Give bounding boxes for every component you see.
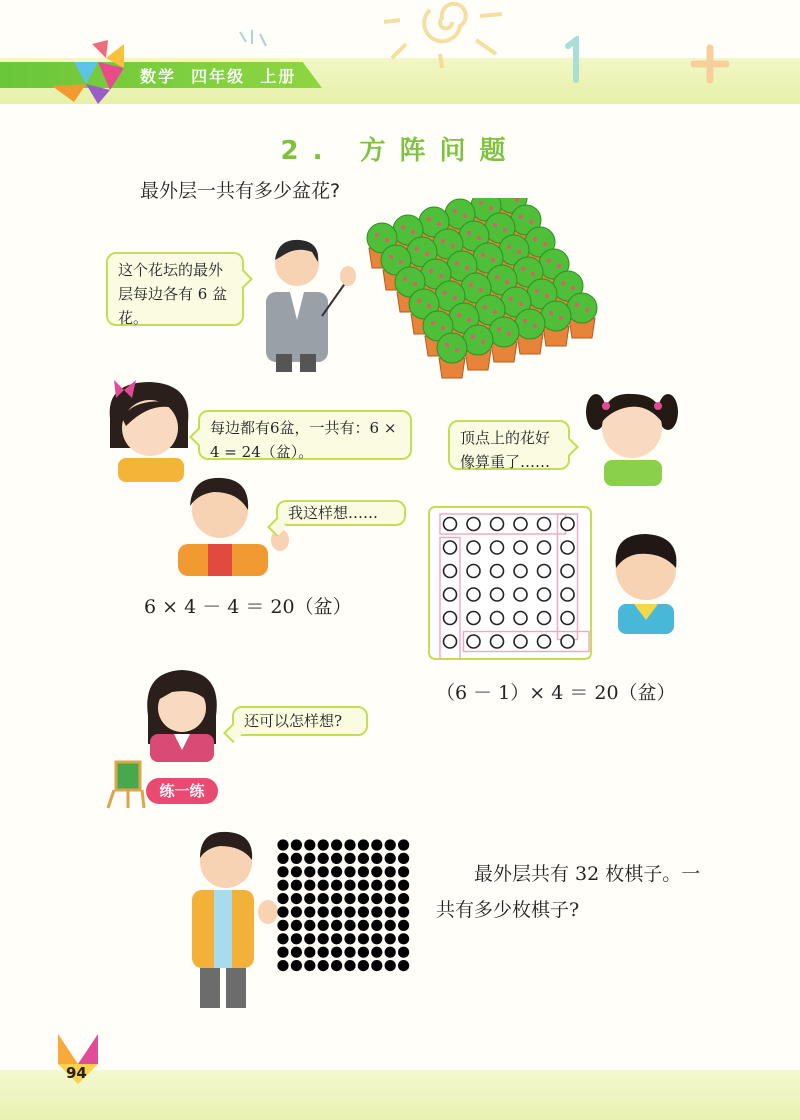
grid-circle [538, 588, 551, 601]
chess-piece-dot [344, 893, 355, 904]
circle-grid-diagram [428, 506, 592, 660]
chess-piece-dot [371, 866, 382, 877]
chess-piece-dot [358, 920, 369, 931]
chess-piece-dot [331, 839, 342, 850]
flower-pot [463, 325, 493, 370]
dot-grid-diagram [276, 838, 412, 974]
grid-circle [491, 635, 504, 648]
chess-piece-dot [291, 920, 302, 931]
chess-piece-dot [291, 853, 302, 864]
chess-piece-dot [358, 853, 369, 864]
chess-piece-dot [358, 880, 369, 891]
chess-piece-dot [304, 880, 315, 891]
teacher-illustration [252, 236, 362, 372]
grid-circle [444, 518, 457, 531]
chess-piece-dot [398, 920, 409, 931]
chess-piece-dot [277, 960, 288, 971]
chess-piece-dot [277, 880, 288, 891]
chess-piece-dot [385, 920, 396, 931]
grid-circle [538, 541, 551, 554]
woman-speech-bubble: 还可以怎样想? [232, 706, 368, 736]
chess-piece-dot [291, 839, 302, 850]
grid-circle [538, 518, 551, 531]
grid-circle [561, 588, 574, 601]
equation-one: 6 × 4 － 4 ＝ 20（盆） [144, 596, 352, 618]
chess-piece-dot [331, 920, 342, 931]
chess-piece-dot [277, 853, 288, 864]
chess-piece-dot [398, 947, 409, 958]
chess-piece-dot [318, 893, 329, 904]
chess-piece-dot [304, 866, 315, 877]
chess-piece-dot [304, 893, 315, 904]
chess-piece-dot [318, 866, 329, 877]
girl1-speech-bubble: 每边都有6盆，一共有：6 × 4 = 24（盆）。 [198, 410, 412, 460]
footer-band [0, 1070, 800, 1120]
chess-piece-dot [385, 839, 396, 850]
chess-piece-dot [358, 960, 369, 971]
chess-piece-dot [291, 933, 302, 944]
chess-piece-dot [371, 853, 382, 864]
girl-with-pigtails-illustration [584, 382, 680, 486]
chess-piece-dot [358, 839, 369, 850]
chess-piece-dot [304, 933, 315, 944]
chess-piece-dot [371, 947, 382, 958]
grid-circle [561, 541, 574, 554]
plus-decoration-icon [690, 44, 730, 84]
chess-piece-dot [277, 920, 288, 931]
grid-circle [514, 565, 527, 578]
chess-piece-dot [318, 920, 329, 931]
girl2-speech-bubble: 顶点上的花好像算重了…… [448, 420, 570, 470]
boy-thinking-illustration [604, 524, 686, 634]
chess-piece-dot [385, 933, 396, 944]
chess-piece-dot [398, 853, 409, 864]
chess-piece-dot [358, 906, 369, 917]
flower-pot [489, 317, 519, 362]
grid-circle [491, 612, 504, 625]
grid-circle [444, 612, 457, 625]
grid-circle [514, 635, 527, 648]
chess-piece-dot [344, 853, 355, 864]
chess-piece-dot [304, 839, 315, 850]
header-title: 数学 四年级 上册 [140, 67, 297, 86]
tangram-logo-icon [44, 40, 134, 106]
chess-piece-dot [331, 960, 342, 971]
number-one-decoration-icon [560, 36, 590, 86]
chess-piece-dot [385, 947, 396, 958]
chess-piece-dot [385, 893, 396, 904]
grid-circle [467, 518, 480, 531]
chess-piece-dot [318, 960, 329, 971]
chess-piece-dot [385, 880, 396, 891]
easel-icon [104, 758, 146, 810]
grid-circle [467, 635, 480, 648]
page-number: 94 [66, 1064, 87, 1082]
flower-pot [567, 293, 597, 338]
woman-teacher-illustration [142, 664, 222, 762]
chess-piece-dot [385, 960, 396, 971]
chess-piece-dot [331, 880, 342, 891]
chess-piece-dot [344, 880, 355, 891]
chess-piece-dot [304, 853, 315, 864]
grid-circle [444, 565, 457, 578]
chess-piece-dot [371, 906, 382, 917]
chess-piece-dot [291, 880, 302, 891]
chess-piece-dot [331, 853, 342, 864]
chess-piece-dot [344, 866, 355, 877]
chess-piece-dot [398, 893, 409, 904]
grid-circle [561, 565, 574, 578]
grid-circle [491, 588, 504, 601]
chess-piece-dot [344, 947, 355, 958]
chess-piece-dot [398, 933, 409, 944]
chess-piece-dot [291, 866, 302, 877]
chess-piece-dot [291, 893, 302, 904]
grid-circle [444, 635, 457, 648]
chess-piece-dot [304, 960, 315, 971]
chess-piece-dot [344, 960, 355, 971]
chess-piece-dot [277, 893, 288, 904]
chess-piece-dot [304, 947, 315, 958]
chess-piece-dot [385, 906, 396, 917]
chess-piece-dot [371, 839, 382, 850]
practice-label: 练一练 [146, 778, 218, 804]
chess-piece-dot [318, 947, 329, 958]
chess-piece-dot [358, 893, 369, 904]
page-title: 2. 方阵问题 [280, 136, 520, 166]
chess-piece-dot [398, 880, 409, 891]
grid-circle [491, 565, 504, 578]
grid-circle [467, 612, 480, 625]
grid-circle [538, 565, 551, 578]
boy-presenting-illustration [186, 824, 286, 1010]
grid-circle [561, 635, 574, 648]
grid-circle [538, 612, 551, 625]
exercise-text: 最外层共有 32 枚棋子。一共有多少枚棋子? [436, 863, 701, 921]
grid-circle [561, 612, 574, 625]
chess-piece-dot [291, 947, 302, 958]
chess-piece-dot [291, 906, 302, 917]
chess-piece-dot [331, 947, 342, 958]
chess-piece-dot [318, 906, 329, 917]
chess-piece-dot [371, 933, 382, 944]
chess-piece-dot [398, 866, 409, 877]
teacher-speech-bubble: 这个花坛的最外层每边各有 6 盆花。 [106, 252, 244, 326]
chess-piece-dot [371, 893, 382, 904]
grid-circle [444, 588, 457, 601]
flower-pot [437, 333, 467, 378]
grid-circle [467, 565, 480, 578]
flower-pot-array-illustration [352, 198, 612, 388]
boy1-speech-bubble: 我这样想…… [276, 500, 406, 526]
chess-piece-dot [277, 933, 288, 944]
chess-piece-dot [318, 933, 329, 944]
chess-piece-dot [318, 880, 329, 891]
sparkle-decoration-icon [236, 28, 276, 58]
chess-piece-dot [398, 960, 409, 971]
grid-circle [561, 518, 574, 531]
chess-piece-dot [277, 866, 288, 877]
chess-piece-dot [331, 893, 342, 904]
chess-piece-dot [291, 960, 302, 971]
sun-decoration-icon [380, 0, 520, 70]
chess-piece-dot [318, 853, 329, 864]
question-text: 最外层一共有多少盆花? [140, 180, 341, 202]
chess-piece-dot [318, 839, 329, 850]
girl-with-bow-illustration [104, 378, 196, 482]
chess-piece-dot [304, 906, 315, 917]
chess-piece-dot [385, 866, 396, 877]
grid-circle [491, 518, 504, 531]
chess-piece-dot [331, 866, 342, 877]
flower-pot [541, 301, 571, 346]
chess-piece-dot [385, 853, 396, 864]
chess-piece-dot [277, 839, 288, 850]
grid-circle [467, 541, 480, 554]
chess-piece-dot [344, 906, 355, 917]
grid-circle [538, 635, 551, 648]
grid-circle [467, 588, 480, 601]
grid-circle [514, 541, 527, 554]
flower-pot [515, 309, 545, 354]
chess-piece-dot [331, 933, 342, 944]
chess-piece-dot [371, 880, 382, 891]
chess-piece-dot [344, 933, 355, 944]
chess-piece-dot [344, 839, 355, 850]
chess-piece-dot [358, 933, 369, 944]
grid-circle [514, 612, 527, 625]
chess-piece-dot [398, 839, 409, 850]
chess-piece-dot [277, 906, 288, 917]
chess-piece-dot [371, 960, 382, 971]
chess-piece-dot [371, 920, 382, 931]
grid-circle [491, 541, 504, 554]
chess-piece-dot [277, 947, 288, 958]
grid-circle [514, 588, 527, 601]
chess-piece-dot [331, 906, 342, 917]
equation-two: （6 － 1）× 4 ＝ 20（盆） [436, 682, 676, 704]
chess-piece-dot [304, 920, 315, 931]
grid-circle [444, 541, 457, 554]
chess-piece-dot [344, 920, 355, 931]
grid-circle [514, 518, 527, 531]
chess-piece-dot [358, 866, 369, 877]
chess-piece-dot [358, 947, 369, 958]
chess-piece-dot [398, 906, 409, 917]
